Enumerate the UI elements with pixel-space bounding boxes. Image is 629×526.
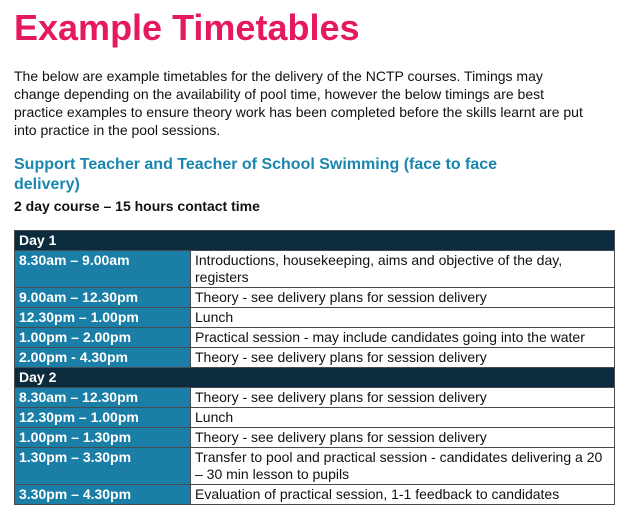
time-cell: 9.00am – 12.30pm [15,288,191,308]
intro-line: The below are example timetables for the delivery of the NCTP courses. Timings may [14,68,543,84]
table-row [15,408,615,428]
activity-cell: Practical session - may include candidates going into the water [191,328,615,348]
activity-cell: Theory - see delivery plans for session delivery [191,428,615,448]
table-row [15,348,615,368]
intro-line: practice examples to ensure theory work has been completed before the skills learnt are put [14,104,583,120]
table-row [15,428,615,448]
time-cell: 3.30pm – 4.30pm [15,485,191,505]
time-cell: 12.30pm – 1.00pm [15,308,191,328]
activity-cell: Transfer to pool and practical session - candidates delivering a 20 – 30 min lesson to pupils [191,448,615,485]
activity-cell: Theory - see delivery plans for session delivery [191,288,615,308]
intro-paragraph [14,67,619,139]
table-row [15,288,615,308]
time-cell: 8.30am – 9.00am [15,251,191,288]
section-title-line: delivery) [14,176,80,193]
section-title-line: Support Teacher and Teacher of School Swimming (face to face [14,156,498,173]
activity-cell: Lunch [191,408,615,428]
time-cell: 2.00pm - 4.30pm [15,348,191,368]
table-row [15,328,615,348]
time-cell: 12.30pm – 1.00pm [15,408,191,428]
day-header: Day 2 [15,368,615,388]
activity-cell: Introductions, housekeeping, aims and objective of the day, registers [191,251,615,288]
intro-line: change depending on the availability of pool time, however the below timings are best [14,86,544,102]
timetable [14,230,615,505]
activity-cell: Theory - see delivery plans for session delivery [191,348,615,368]
activity-cell: Evaluation of practical session, 1-1 feedback to candidates [191,485,615,505]
page-title: Example Timetables [14,7,360,48]
intro-line: into practice in the pool sessions. [14,122,221,138]
day-header-row [15,231,615,251]
table-row [15,485,615,505]
time-cell: 1.30pm – 3.30pm [15,448,191,485]
day-header: Day 1 [15,231,615,251]
table-row [15,251,615,288]
time-cell: 1.00pm – 1.30pm [15,428,191,448]
table-row [15,388,615,408]
course-duration: 2 day course – 15 hours contact time [14,198,260,214]
day-header-row [15,368,615,388]
table-row [15,448,615,485]
activity-cell: Lunch [191,308,615,328]
time-cell: 8.30am – 12.30pm [15,388,191,408]
time-cell: 1.00pm – 2.00pm [15,328,191,348]
activity-cell: Theory - see delivery plans for session delivery [191,388,615,408]
section-title [14,155,619,195]
table-row [15,308,615,328]
